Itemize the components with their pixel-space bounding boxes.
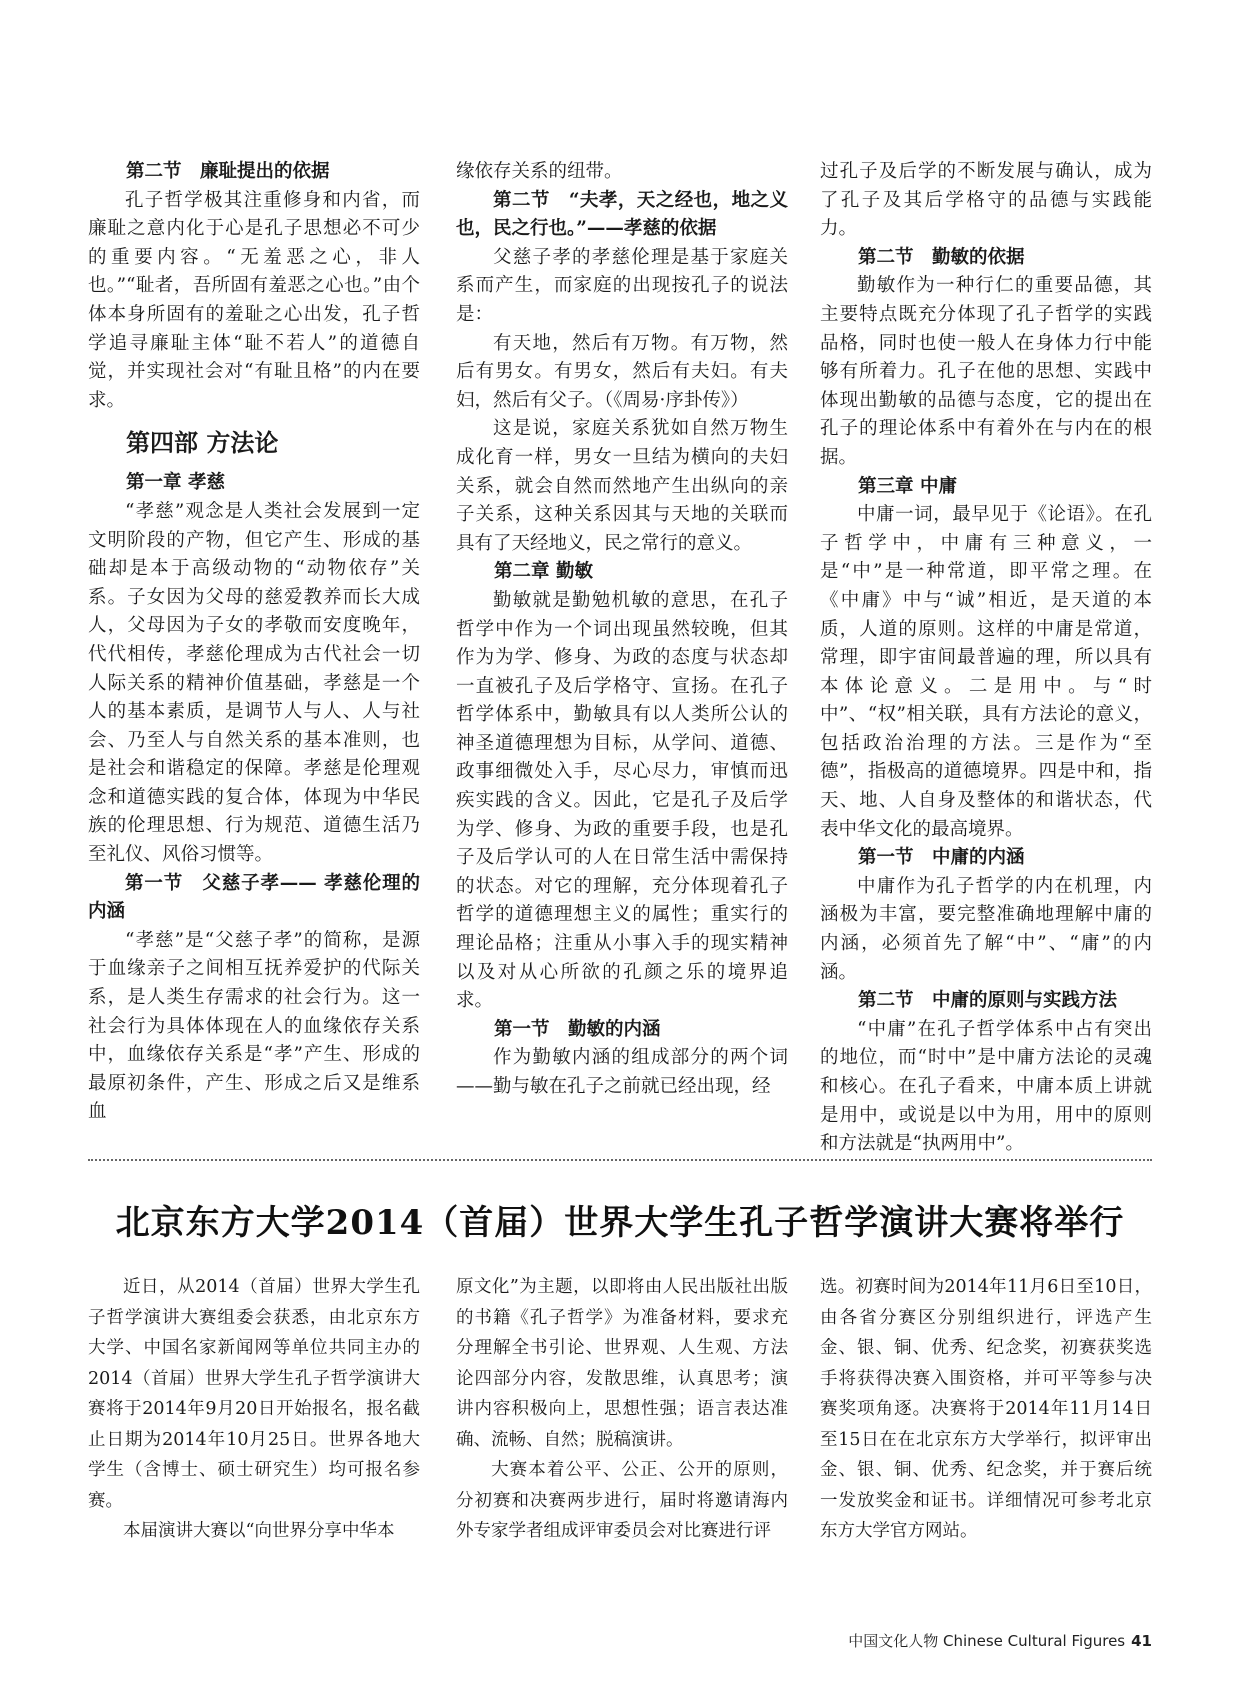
news-paragraph: 本届演讲大赛以“向世界分享中华本 — [123, 1521, 395, 1541]
body-paragraph: 父慈子孝的孝慈伦理是基于家庭关系而产生，而家庭的出现按孔子的说法是： — [456, 246, 788, 325]
body-paragraph: 作为勤敏内涵的组成部分的两个词——勤与敏在孔子之前就已经出现，经 — [456, 1047, 788, 1097]
news-paragraph: 近日，从2014（首届）世界大学生孔子哲学演讲大赛组委会获悉，由北京东方大学、中国名家新闻网等单位共同主办的2014（首届）世界大学生孔子哲学演讲大赛将于2014年9月20日开始报名，报名截止日期为2014年10月25日。世界各地大学生（含博士、硕士研究生）均可报名参赛。 — [88, 1277, 420, 1511]
news-paragraph: 大赛本着公平、公正、公开的原则，分初赛和决赛两步进行，届时将邀请海内外专家学者组成评审委员会对比赛进行评 — [456, 1460, 788, 1541]
news-column-2 — [456, 1272, 788, 1547]
body-paragraph: 孔子哲学极其注重修身和内省，而廉耻之意内化于心是孔子思想必不可少的重要内容。“无羞恶之心，非人也。”“耻者，吾所固有羞恶之心也。”由个体本身所固有的羞耻之心出发，孔子哲学追寻廉耻主体“耻不若人”的道德自觉，并实现社会对“有耻且格”的内在要求。 — [88, 189, 420, 411]
body-paragraph: 中庸作为孔子哲学的内在机理，内涵极为丰富，要完整准确地理解中庸的内涵，必须首先了解“中”、“庸”的内涵。 — [820, 875, 1152, 983]
article-column-2 — [456, 158, 788, 1102]
section-title: 第一节 父慈子孝—— 孝慈伦理的内涵 — [88, 872, 420, 923]
quote-paragraph: 有天地，然后有万物。有万物，然后有男女。有男女，然后有夫妇。有夫妇，然后有父子。（《周易·序卦传》） — [456, 332, 788, 411]
section-title: 第一节 中庸的内涵 — [858, 847, 1025, 869]
page-number: 41 — [1131, 1632, 1152, 1650]
article-column-3 — [820, 158, 1152, 1159]
section-title: 第一节 勤敏的内涵 — [494, 1018, 661, 1040]
news-headline: 北京东方大学2014（首届）世界大学生孔子哲学演讲大赛将举行 — [115, 1203, 1125, 1243]
part-heading: 第四部 方法论 — [126, 428, 279, 458]
news-column-1 — [88, 1272, 420, 1547]
body-paragraph: “孝慈”是“父慈子孝”的简称，是源于血缘亲子之间相互抚养爱护的代际关系，是人类生存需求的社会行为。这一社会行为具体体现在人的血缘依存关系中，血缘依存关系是“孝”产生、形成的最原初条件，产生、形成之后又是维系血 — [88, 929, 420, 1123]
body-paragraph: 这是说，家庭关系犹如自然万物生成化育一样，男女一旦结为横向的夫妇关系，就会自然而然地产生出纵向的亲子关系，这种关系因其与天地的关联而具有了天经地义，民之常行的意义。 — [456, 418, 788, 554]
chapter-title: 第三章 中庸 — [858, 475, 957, 497]
body-paragraph: 勤敏作为一种行仁的重要品德，其主要特点既充分体现了孔子哲学的实践品格，同时也使一般人在身体力行中能够有所着力。孔子在他的思想、实践中体现出勤敏的品德与态度，它的提出在孔子的理论体系中有着外在与内在的根据。 — [820, 275, 1152, 468]
section-title: 第二节 勤敏的依据 — [858, 246, 1025, 268]
chapter-title: 第二章 勤敏 — [494, 561, 593, 583]
page-footer — [848, 1630, 1152, 1651]
section-title: 第二节 廉耻提出的依据 — [126, 161, 330, 182]
news-paragraph: 选。初赛时间为2014年11月6日至10日，由各省分赛区分别组织进行，评选产生金、银、铜、优秀、纪念奖，初赛获奖选手将获得决赛入围资格，并可平等参与决赛奖项角逐。决赛将于2014年11月14日至15日在在北京东方大学举行，拟评审出金、银、铜、优秀、纪念奖，并于赛后统一发放奖金和证书。详细情况可参考北京东方大学官方网站。 — [820, 1277, 1152, 1541]
body-paragraph: 缘依存关系的纽带。 — [456, 161, 623, 182]
body-paragraph: 勤敏就是勤勉机敏的意思，在孔子哲学中作为一个词出现虽然较晚，但其作为为学、修身、为政的态度与状态却一直被孔子及后学格守、宣扬。在孔子哲学体系中，勤敏具有以人类所公认的神圣道德理想为目标，从学问、道德、政事细微处入手，尽心尽力，审慎而迅疾实践的含义。因此，它是孔子及后学为学、修身、为政的重要手段，也是孔子及后学认可的人在日常生活中需保持的状态。对它的理解，充分体现着孔子哲学的道德理想主义的属性；重实行的理论品格；注重从小事入手的现实精神以及对从心所欲的孔颜之乐的境界追求。 — [456, 589, 788, 1012]
section-title: 第二节 中庸的原则与实践方法 — [858, 990, 1118, 1012]
news-paragraph: 原文化”为主题，以即将由人民出版社出版的书籍《孔子哲学》为准备材料，要求充分理解全书引论、世界观、人生观、方法论四部分内容，发散思维，认真思考；演讲内容积极向上，思想性强；语言表达准确、流畅、自然；脱稿演讲。 — [456, 1277, 788, 1450]
magazine-name: 中国文化人物 Chinese Cultural Figures — [848, 1632, 1126, 1650]
body-paragraph: “中庸”在孔子哲学体系中占有突出的地位，而“时中”是中庸方法论的灵魂和核心。在孔子看来，中庸本质上讲就是用中，或说是以中为用，用中的原则和方法就是“执两用中”。 — [820, 1018, 1152, 1155]
section-title: 第二节 “夫孝，天之经也，地之义也，民之行也。”——孝慈的依据 — [456, 189, 788, 240]
dotted-divider — [88, 1159, 1152, 1161]
body-paragraph: “孝慈”观念是人类社会发展到一定文明阶段的产物，但它产生、形成的基础却是本于高级动物的“动物依存”关系。子女因为父母的慈爱教养而长大成人，父母因为子女的孝敬而安度晚年，代代相传，孝慈伦理成为古代社会一切人际关系的精神价值基础，孝慈是一个人的基本素质，是调节人与人、人与社会、乃至人与自然关系的基本准则，也是社会和谐稳定的保障。孝慈是伦理观念和道德实践的复合体，体现为中华民族的伦理思想、行为规范、道德生活乃至礼仪、风俗习惯等。 — [88, 500, 420, 866]
chapter-title: 第一章 孝慈 — [126, 472, 225, 494]
body-paragraph: 过孔子及后学的不断发展与确认，成为了孔子及其后学格守的品德与实践能力。 — [820, 161, 1152, 240]
news-column-3 — [820, 1272, 1152, 1547]
article-column-1 — [88, 158, 420, 1127]
body-paragraph: 中庸一词，最早见于《论语》。在孔子哲学中，中庸有三种意义，一是“中”是一种常道，即平常之理。在《中庸》中与“诚”相近，是天道的本质，人道的原则。这样的中庸是常道，常理，即宇宙间最普遍的理，所以具有本体论意义。二是用中。与“时中”、“权”相关联，具有方法论的意义，包括政治治理的方法。三是作为“至德”，指极高的道德境界。四是中和，指天、地、人自身及整体的和谐状态，代表中华文化的最高境界。 — [820, 504, 1152, 840]
